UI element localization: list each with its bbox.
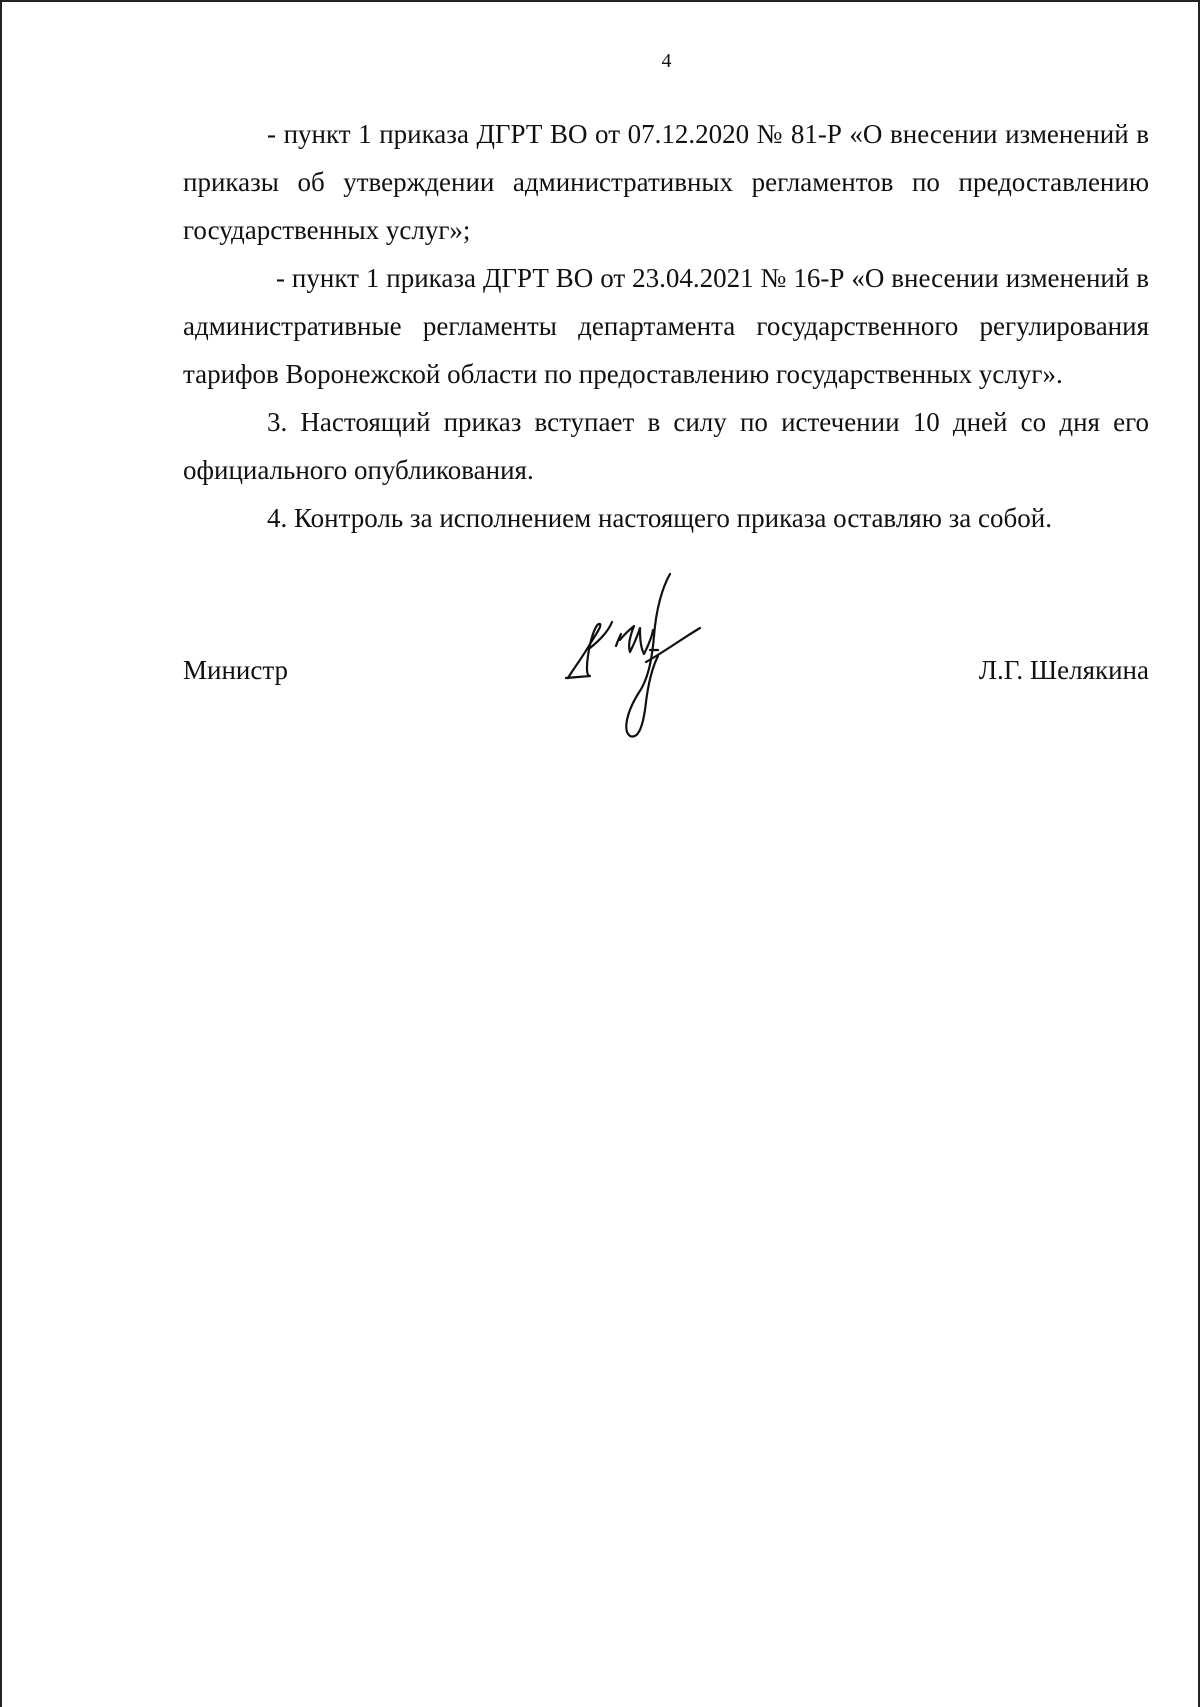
paragraph-control: 4. Контроль за исполнением настоящего приказа оставляю за собой.: [267, 503, 1052, 533]
paragraph-list-item-1: - пункт 1 приказа ДГРТ ВО от 07.12.2020 № 81-Р «О внесении изменений в приказы об утверждении административных регламентов по предоставлению государственных услуг»;: [183, 119, 1149, 245]
paragraph-list-item-2: - пункт 1 приказа ДГРТ ВО от 23.04.2021 № 16-Р «О внесении изменений в административные регламенты департамента государственного регулирования тарифов Воронежской области по предоставлению государственных услуг».: [183, 263, 1149, 389]
signatory-name: Л.Г. Шелякина: [978, 655, 1149, 685]
paragraph-effective-date: 3. Настоящий приказ вступает в силу по истечении 10 дней со дня его официального опубликования.: [183, 407, 1149, 485]
signatory-title: Министр: [183, 655, 288, 685]
handwritten-signature-icon: [560, 570, 730, 750]
document-body: [183, 110, 1149, 542]
page-number: 4: [661, 50, 672, 72]
